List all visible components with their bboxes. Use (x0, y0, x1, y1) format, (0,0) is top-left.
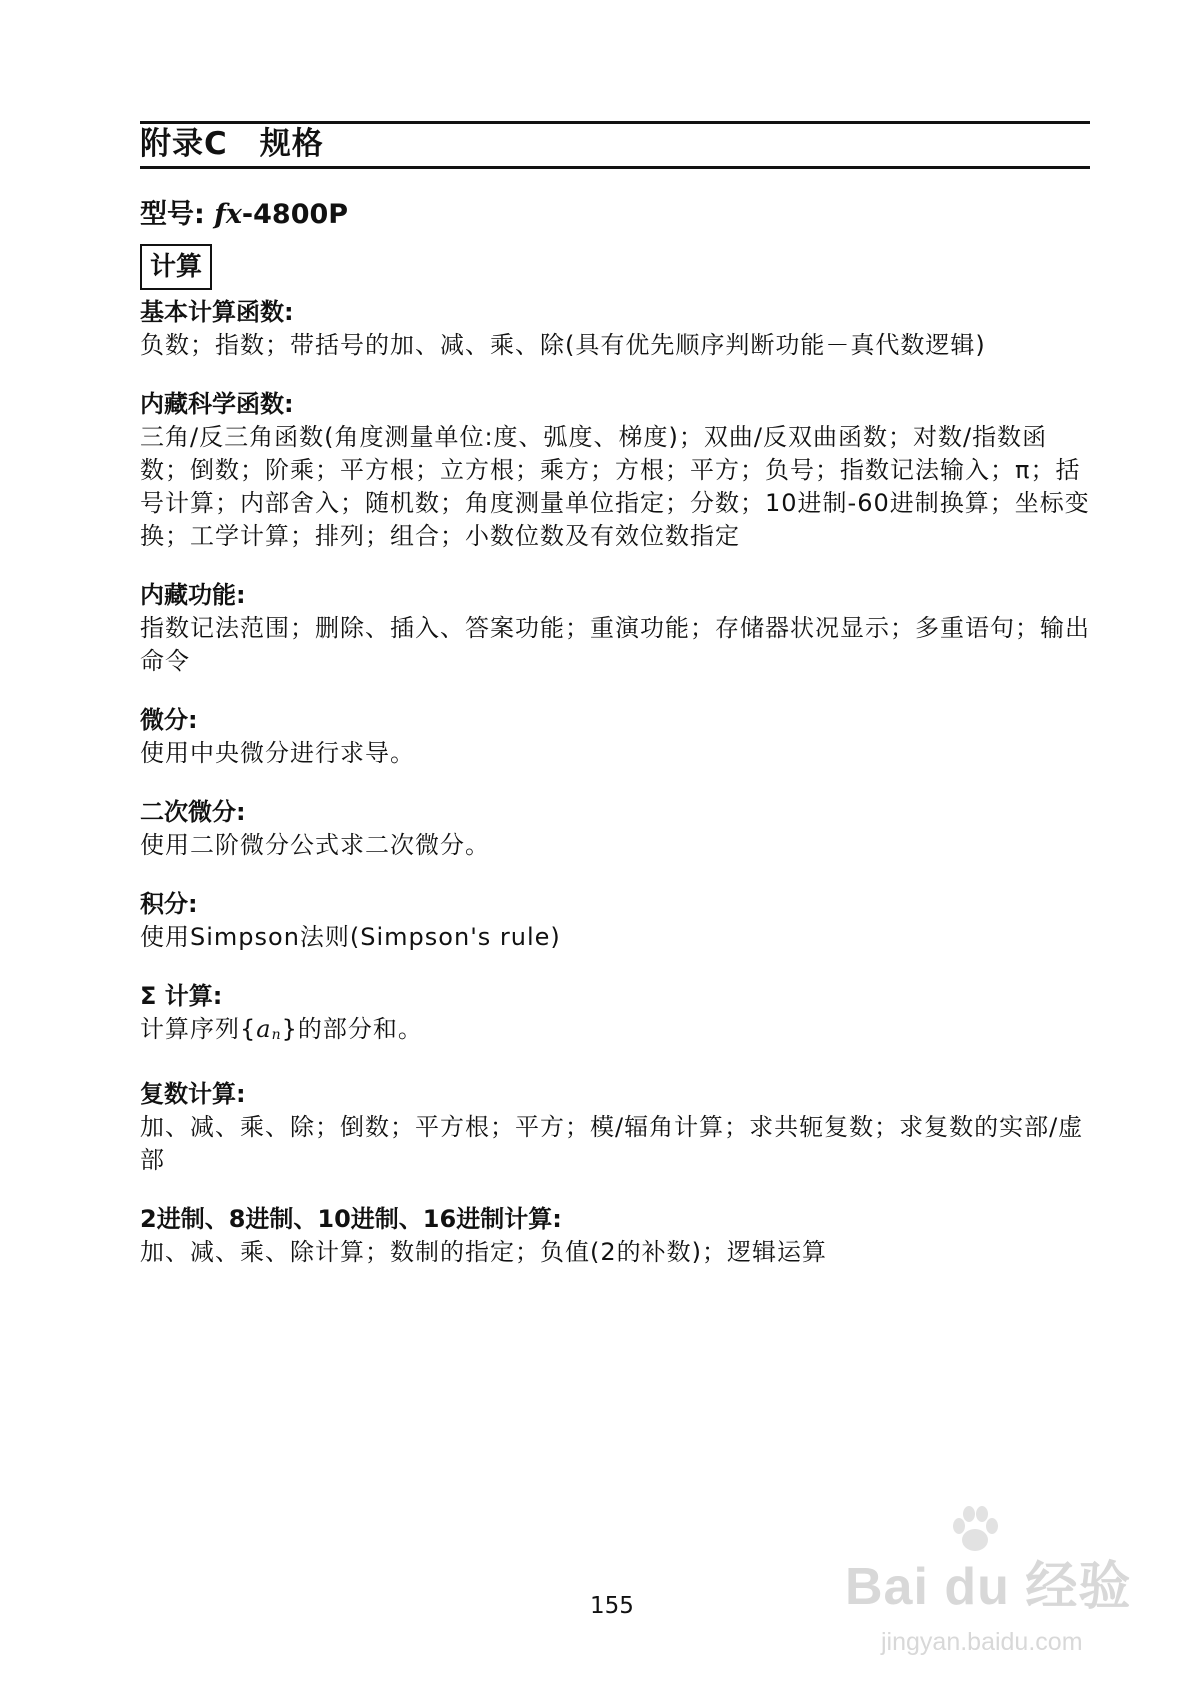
model-name-italic: fx (214, 199, 242, 230)
spec-heading: 二次微分: (140, 798, 246, 826)
header-rule-bottom (140, 166, 1090, 169)
spec-body: 指数记法范围；删除、插入、答案功能；重演功能；存储器状况显示；多重语句；输出命令 (140, 614, 1090, 675)
spec-differentiation (140, 704, 1090, 770)
spec-body: 加、减、乘、除计算；数制的指定；负值(2的补数)；逻辑运算 (140, 1238, 827, 1266)
spec-body: 三角/反三角函数(角度测量单位:度、弧度、梯度)；双曲/反双曲函数；对数/指数函数；倒数；阶乘；平方根；立方根；乘方；方根；平方；负号；指数记法输入；π；括号计算；内部舍入；随机数；角度测量单位指定；分数；10进制-60进制换算；坐标变换；工学计算；排列；组合；小数位数及有效位数指定 (140, 423, 1090, 550)
section-label-box: 计算 (140, 244, 212, 290)
spec-scientific-functions (140, 388, 1090, 553)
spec-integration (140, 888, 1090, 954)
spec-heading: 复数计算: (140, 1080, 246, 1108)
sigma-body-pre: 计算序列{ (140, 1015, 257, 1043)
spec-builtin-features (140, 579, 1090, 678)
spec-sigma (140, 980, 1090, 1052)
baidu-watermark (845, 1500, 1145, 1670)
spec-body: 使用中央微分进行求导。 (140, 739, 415, 767)
spec-heading: Σ 计算: (140, 982, 223, 1010)
watermark-url: jingyan.baidu.com (881, 1628, 1083, 1656)
spec-heading: 2进制、8进制、10进制、16进制计算: (140, 1205, 562, 1233)
model-label: 型号: (140, 199, 215, 230)
spec-basic-functions (140, 296, 1090, 362)
spec-list (140, 296, 1090, 1295)
model-title (140, 192, 348, 231)
sigma-body-post: }的部分和。 (281, 1015, 423, 1043)
spec-body: 负数；指数；带括号的加、减、乘、除(具有优先顺序判断功能－真代数逻辑) (140, 331, 986, 359)
spec-body: 加、减、乘、除；倒数；平方根；平方；模/辐角计算；求共轭复数；求复数的实部/虚部 (140, 1113, 1084, 1174)
spec-complex (140, 1078, 1090, 1177)
spec-body: 使用Simpson法则(Simpson's rule) (140, 923, 561, 951)
spec-base-n (140, 1203, 1090, 1269)
spec-body: 使用二阶微分公式求二次微分。 (140, 831, 490, 859)
spec-body (140, 1013, 1090, 1052)
watermark-brand: Bai du 经验 (845, 1558, 1132, 1616)
chapter-title: 附录C 规格 (140, 126, 324, 162)
page-number: 155 (590, 1593, 634, 1619)
spec-heading: 内藏科学函数: (140, 390, 294, 418)
model-name-rest: -4800P (241, 199, 349, 230)
spec-second-derivative (140, 796, 1090, 862)
spec-heading: 基本计算函数: (140, 298, 294, 326)
spec-heading: 微分: (140, 706, 198, 734)
sequence-subscript: n (271, 1027, 282, 1043)
spec-heading: 积分: (140, 890, 198, 918)
sequence-variable: a (256, 1015, 272, 1043)
page (140, 0, 1090, 1684)
spec-heading: 内藏功能: (140, 581, 246, 609)
